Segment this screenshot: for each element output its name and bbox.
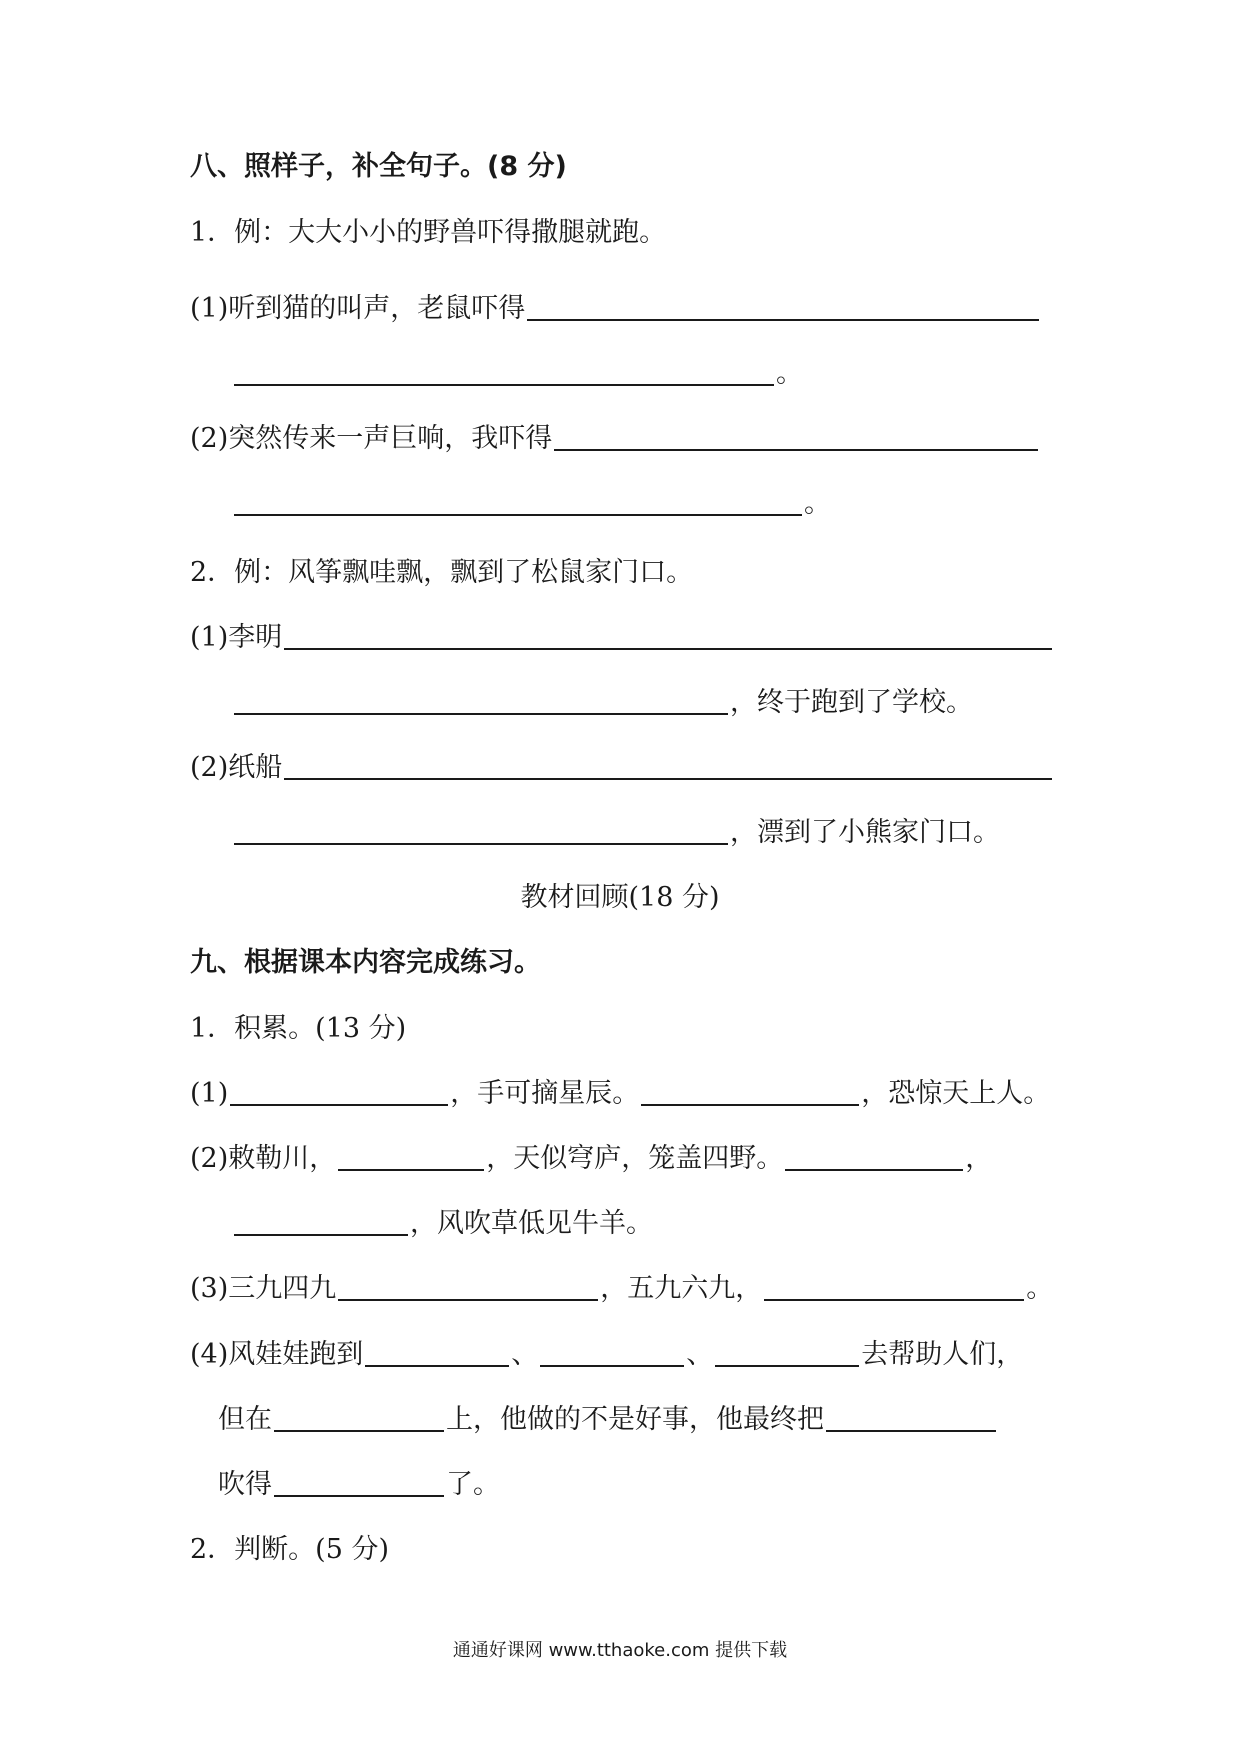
answer-blank[interactable] (234, 358, 774, 386)
q1-item2-line2 (232, 487, 831, 521)
answer-blank[interactable] (284, 752, 1052, 780)
poem-line: ，天似穹庐，笼盖四野。 (486, 1143, 784, 1174)
q2-item2-prefix: (2)纸船 (190, 752, 283, 783)
period: 。 (776, 358, 803, 389)
answer-blank[interactable] (785, 1143, 963, 1171)
answer-blank[interactable] (234, 817, 728, 845)
period: 。 (804, 488, 831, 519)
q2-item1-line1 (190, 621, 1054, 655)
item4-tail: 去帮助人们， (861, 1339, 1024, 1370)
section8-title: 八、照样子，补全句子。(8 分) (190, 151, 567, 182)
s9-q2-title: 2．判断。(5 分) (190, 1534, 390, 1565)
answer-blank[interactable] (284, 622, 1052, 650)
item4-line3-prefix: 吹得 (218, 1469, 272, 1500)
s9-item2-line2 (232, 1207, 653, 1241)
answer-blank[interactable] (715, 1339, 859, 1367)
q1-item2-prefix: (2)突然传来一声巨响，我吓得 (190, 423, 553, 454)
q1-item2-line1 (190, 422, 1040, 456)
item-number: (1) (190, 1078, 229, 1109)
q1-item1-prefix: (1)听到猫的叫声，老鼠吓得 (190, 293, 526, 324)
answer-blank[interactable] (234, 488, 802, 516)
answer-blank[interactable] (234, 1208, 408, 1236)
q2-item1-suffix: ，终于跑到了学校。 (730, 687, 973, 718)
answer-blank[interactable] (764, 1273, 1024, 1301)
answer-blank[interactable] (554, 423, 1038, 451)
q2-item1-prefix: (1)李明 (190, 622, 283, 653)
period: 。 (1026, 1273, 1054, 1304)
q1-item1-line1 (190, 292, 1041, 326)
proverb-mid: ，五九六九， (600, 1273, 763, 1304)
answer-blank[interactable] (234, 687, 728, 715)
answer-blank[interactable] (338, 1143, 484, 1171)
q2-item2-line1 (190, 751, 1054, 785)
comma: ， (965, 1143, 993, 1174)
item4-prefix: (4)风娃娃跑到 (190, 1339, 364, 1370)
s9-q1-title: 1．积累。(13 分) (190, 1013, 407, 1044)
q2-item1-line2 (232, 686, 973, 720)
s9-item4-line2 (218, 1403, 998, 1437)
answer-blank[interactable] (274, 1469, 444, 1497)
answer-blank[interactable] (641, 1078, 859, 1106)
s9-item1 (190, 1077, 1050, 1111)
poem-line: ，风吹草低见牛羊。 (410, 1208, 653, 1239)
s9-item3 (190, 1272, 1053, 1306)
answer-blank[interactable] (230, 1078, 448, 1106)
q2-example: 2．例：风筝飘哇飘，飘到了松鼠家门口。 (190, 557, 694, 588)
item4-line2-mid: 上，他做的不是好事，他最终把 (446, 1404, 824, 1435)
answer-blank[interactable] (365, 1339, 509, 1367)
s9-item4-line3 (218, 1468, 500, 1502)
answer-blank[interactable] (826, 1404, 996, 1432)
poem-prefix: (2)敕勒川， (190, 1143, 337, 1174)
q2-item2-suffix: ，漂到了小熊家门口。 (730, 817, 1000, 848)
s9-item2-line1 (190, 1142, 992, 1176)
poem-line: ，恐惊天上人。 (861, 1078, 1051, 1109)
footer-credit: 通通好课网 www.tthaoke.com 提供下载 (452, 1640, 788, 1661)
q1-example: 1．例：大大小小的野兽吓得撒腿就跑。 (190, 217, 667, 248)
poem-line: ，手可摘星辰。 (450, 1078, 640, 1109)
separator: 、 (511, 1339, 539, 1370)
q2-item2-line2 (232, 816, 1000, 850)
answer-blank[interactable] (338, 1273, 598, 1301)
q1-item1-line2 (232, 357, 803, 391)
answer-blank[interactable] (274, 1404, 444, 1432)
proverb-prefix: (3)三九四九 (190, 1273, 337, 1304)
separator: 、 (686, 1339, 714, 1370)
answer-blank[interactable] (527, 293, 1039, 321)
review-heading: 教材回顾(18 分) (520, 882, 720, 913)
item4-line3-end: 了。 (446, 1469, 500, 1500)
s9-item4-line1 (190, 1338, 1023, 1372)
section9-title: 九、根据课本内容完成练习。 (190, 947, 541, 978)
item4-line2-prefix: 但在 (218, 1404, 272, 1435)
answer-blank[interactable] (540, 1339, 684, 1367)
